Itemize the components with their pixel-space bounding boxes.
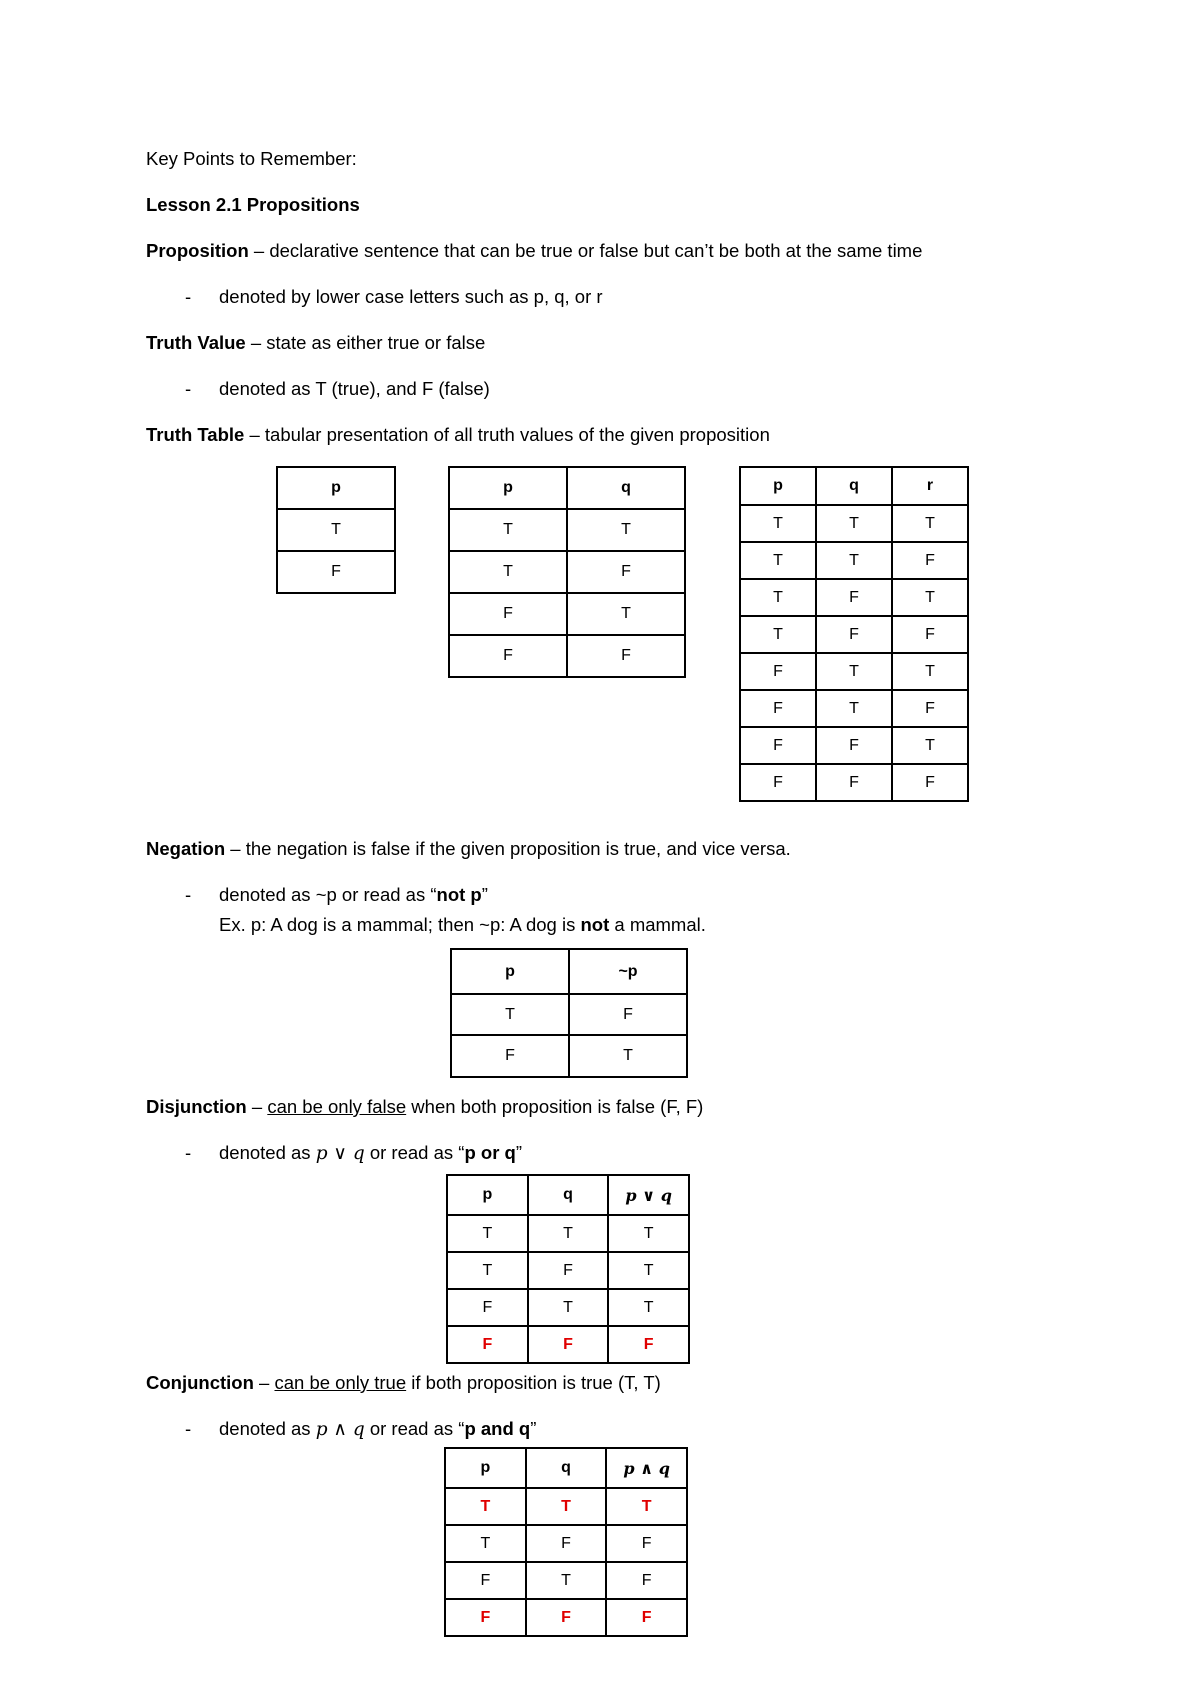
table-cell: T: [740, 542, 816, 579]
table-cell: F: [740, 653, 816, 690]
bullet-dash: -: [185, 884, 192, 905]
table-row: [740, 542, 968, 579]
table-row: [445, 1562, 687, 1599]
table-row: [740, 727, 968, 764]
negation-definition: [146, 838, 791, 860]
table-row: [277, 509, 395, 551]
bullet-dash: -: [185, 378, 192, 399]
table-cell: T: [451, 994, 569, 1035]
bullet-dash: -: [185, 1418, 192, 1439]
disjunction-definition: [146, 1096, 703, 1118]
conjunction-definition: [146, 1372, 661, 1394]
table-row: [447, 1215, 689, 1252]
table-cell: F: [606, 1562, 687, 1599]
table-row: [449, 593, 685, 635]
table-row: [449, 551, 685, 593]
table-cell: F: [740, 764, 816, 801]
conjunction-bullet-quote: ”: [530, 1418, 537, 1439]
column-header: q: [567, 467, 685, 509]
table-row: [740, 616, 968, 653]
conjunction-dash: –: [253, 1372, 275, 1393]
truth-value-definition: [146, 332, 485, 354]
table-cell: T: [526, 1488, 607, 1525]
table-cell: F: [567, 635, 685, 677]
table-cell: F: [528, 1252, 609, 1289]
table-row: [451, 994, 687, 1035]
table-cell: F: [816, 764, 892, 801]
table-cell: T: [816, 542, 892, 579]
conjunction-bullet: [219, 1418, 536, 1440]
disjunction-bullet: [219, 1142, 522, 1164]
negation-bullet: [219, 884, 488, 906]
proposition-term: Proposition: [146, 240, 249, 261]
table-cell: T: [567, 509, 685, 551]
table-cell: F: [447, 1289, 528, 1326]
disjunction-table: [446, 1174, 690, 1364]
table-cell: T: [740, 616, 816, 653]
bullet-dash: -: [185, 1142, 192, 1163]
table-cell: F: [816, 727, 892, 764]
truth-value-text: – state as either true or false: [245, 332, 486, 353]
conjunction-bullet-text: denoted as: [219, 1418, 316, 1439]
table-row: [740, 505, 968, 542]
table-cell: T: [608, 1252, 689, 1289]
table-row: [445, 1599, 687, 1636]
table-cell: T: [892, 727, 968, 764]
column-header: q: [526, 1448, 607, 1488]
table-cell: T: [606, 1488, 687, 1525]
lesson-title: Lesson 2.1 Propositions: [146, 194, 360, 215]
table-cell: T: [608, 1289, 689, 1326]
table-cell: T: [816, 653, 892, 690]
table-row: [740, 764, 968, 801]
truth-table-term: Truth Table: [146, 424, 245, 445]
column-header: p: [451, 949, 569, 994]
truth-value-term: Truth Value: [146, 332, 246, 353]
table-cell: F: [449, 635, 567, 677]
table-cell: F: [449, 593, 567, 635]
negation-table: [450, 948, 688, 1078]
column-header: r: [892, 467, 968, 505]
disjunction-bullet-quote: ”: [515, 1142, 523, 1163]
table-cell: F: [606, 1599, 687, 1636]
negation-example-end: a mammal.: [609, 914, 706, 935]
bullet-dash: -: [185, 286, 192, 307]
conjunction-underlined: can be only true: [274, 1372, 407, 1393]
truth-table-text: – tabular presentation of all truth values of the given proposition: [244, 424, 770, 445]
conjunction-table: [444, 1447, 688, 1637]
column-header: p: [445, 1448, 526, 1488]
table-cell: F: [569, 994, 687, 1035]
truth-table-p: [276, 466, 396, 594]
page-heading: Key Points to Remember:: [146, 148, 357, 169]
column-header: p ∨ q: [608, 1175, 689, 1215]
table-cell: T: [528, 1289, 609, 1326]
table-cell: T: [740, 579, 816, 616]
table-cell: T: [816, 690, 892, 727]
table-row: [449, 509, 685, 551]
column-header: p: [740, 467, 816, 505]
column-header: p: [449, 467, 567, 509]
disjunction-text: when both proposition is false (F, F): [406, 1096, 704, 1117]
table-cell: F: [606, 1525, 687, 1562]
table-cell: F: [892, 542, 968, 579]
column-header: p: [447, 1175, 528, 1215]
disjunction-symbol: p ∨ q: [315, 1143, 365, 1164]
proposition-definition: [146, 240, 922, 262]
negation-bullet-text: denoted as ~p or read as “: [219, 884, 437, 905]
conjunction-term: Conjunction: [146, 1372, 254, 1393]
table-cell: F: [892, 764, 968, 801]
conjunction-text: if both proposition is true (T, T): [406, 1372, 661, 1393]
table-row: [740, 690, 968, 727]
table-row: [277, 551, 395, 593]
table-cell: T: [447, 1252, 528, 1289]
table-row: [445, 1488, 687, 1525]
conjunction-bullet-bold: p and q: [464, 1418, 531, 1439]
column-header: q: [816, 467, 892, 505]
truth-table-pq: [448, 466, 686, 678]
table-cell: T: [567, 593, 685, 635]
column-header: ~p: [569, 949, 687, 994]
table-cell: T: [569, 1035, 687, 1077]
table-row: [740, 653, 968, 690]
table-cell: F: [277, 551, 395, 593]
table-cell: T: [528, 1215, 609, 1252]
disjunction-bullet-bold: p or q: [464, 1142, 516, 1163]
table-row: [445, 1525, 687, 1562]
column-header: q: [528, 1175, 609, 1215]
table-cell: T: [526, 1562, 607, 1599]
negation-term: Negation: [146, 838, 226, 859]
table-cell: F: [608, 1326, 689, 1363]
proposition-text: – declarative sentence that can be true or false but can’t be both at the same time: [248, 240, 923, 261]
truth-value-bullet: denoted as T (true), and F (false): [219, 378, 490, 399]
table-cell: T: [892, 653, 968, 690]
conjunction-bullet-read: or read as “: [364, 1418, 465, 1439]
column-header: p: [277, 467, 395, 509]
table-cell: F: [892, 690, 968, 727]
negation-text: – the negation is false if the given proposition is true, and vice versa.: [225, 838, 791, 859]
disjunction-bullet-text: denoted as: [219, 1142, 316, 1163]
table-cell: F: [526, 1599, 607, 1636]
table-cell: T: [447, 1215, 528, 1252]
table-cell: T: [892, 579, 968, 616]
table-cell: T: [449, 551, 567, 593]
truth-table-pqr: [739, 466, 969, 802]
table-cell: T: [892, 505, 968, 542]
column-header: p ∧ q: [606, 1448, 687, 1488]
table-row: [447, 1289, 689, 1326]
disjunction-term: Disjunction: [146, 1096, 247, 1117]
table-cell: F: [451, 1035, 569, 1077]
table-cell: F: [892, 616, 968, 653]
table-row: [449, 635, 685, 677]
table-cell: F: [816, 579, 892, 616]
table-row: [447, 1252, 689, 1289]
table-row: [740, 579, 968, 616]
table-cell: T: [816, 505, 892, 542]
conjunction-symbol: p ∧ q: [315, 1419, 365, 1440]
table-cell: F: [447, 1326, 528, 1363]
table-cell: F: [816, 616, 892, 653]
table-cell: T: [449, 509, 567, 551]
disjunction-dash: –: [246, 1096, 268, 1117]
disjunction-bullet-read: or read as “: [364, 1142, 465, 1163]
table-cell: T: [277, 509, 395, 551]
negation-example-bold: not: [580, 914, 610, 935]
table-cell: T: [740, 505, 816, 542]
table-cell: T: [445, 1525, 526, 1562]
table-cell: F: [740, 727, 816, 764]
table-cell: T: [445, 1488, 526, 1525]
table-cell: F: [526, 1525, 607, 1562]
negation-example-text: Ex. p: A dog is a mammal; then ~p: A dog is: [219, 914, 581, 935]
negation-example: [219, 914, 706, 936]
table-cell: F: [445, 1599, 526, 1636]
table-cell: F: [445, 1562, 526, 1599]
disjunction-underlined: can be only false: [267, 1096, 407, 1117]
truth-table-definition: [146, 424, 770, 446]
proposition-bullet: denoted by lower case letters such as p, q, or r: [219, 286, 603, 307]
table-row: [447, 1326, 689, 1363]
table-row: [451, 1035, 687, 1077]
table-cell: F: [528, 1326, 609, 1363]
table-cell: F: [740, 690, 816, 727]
table-cell: F: [567, 551, 685, 593]
negation-bullet-quote: ”: [481, 884, 488, 905]
negation-bullet-bold: not p: [436, 884, 482, 905]
table-cell: T: [608, 1215, 689, 1252]
